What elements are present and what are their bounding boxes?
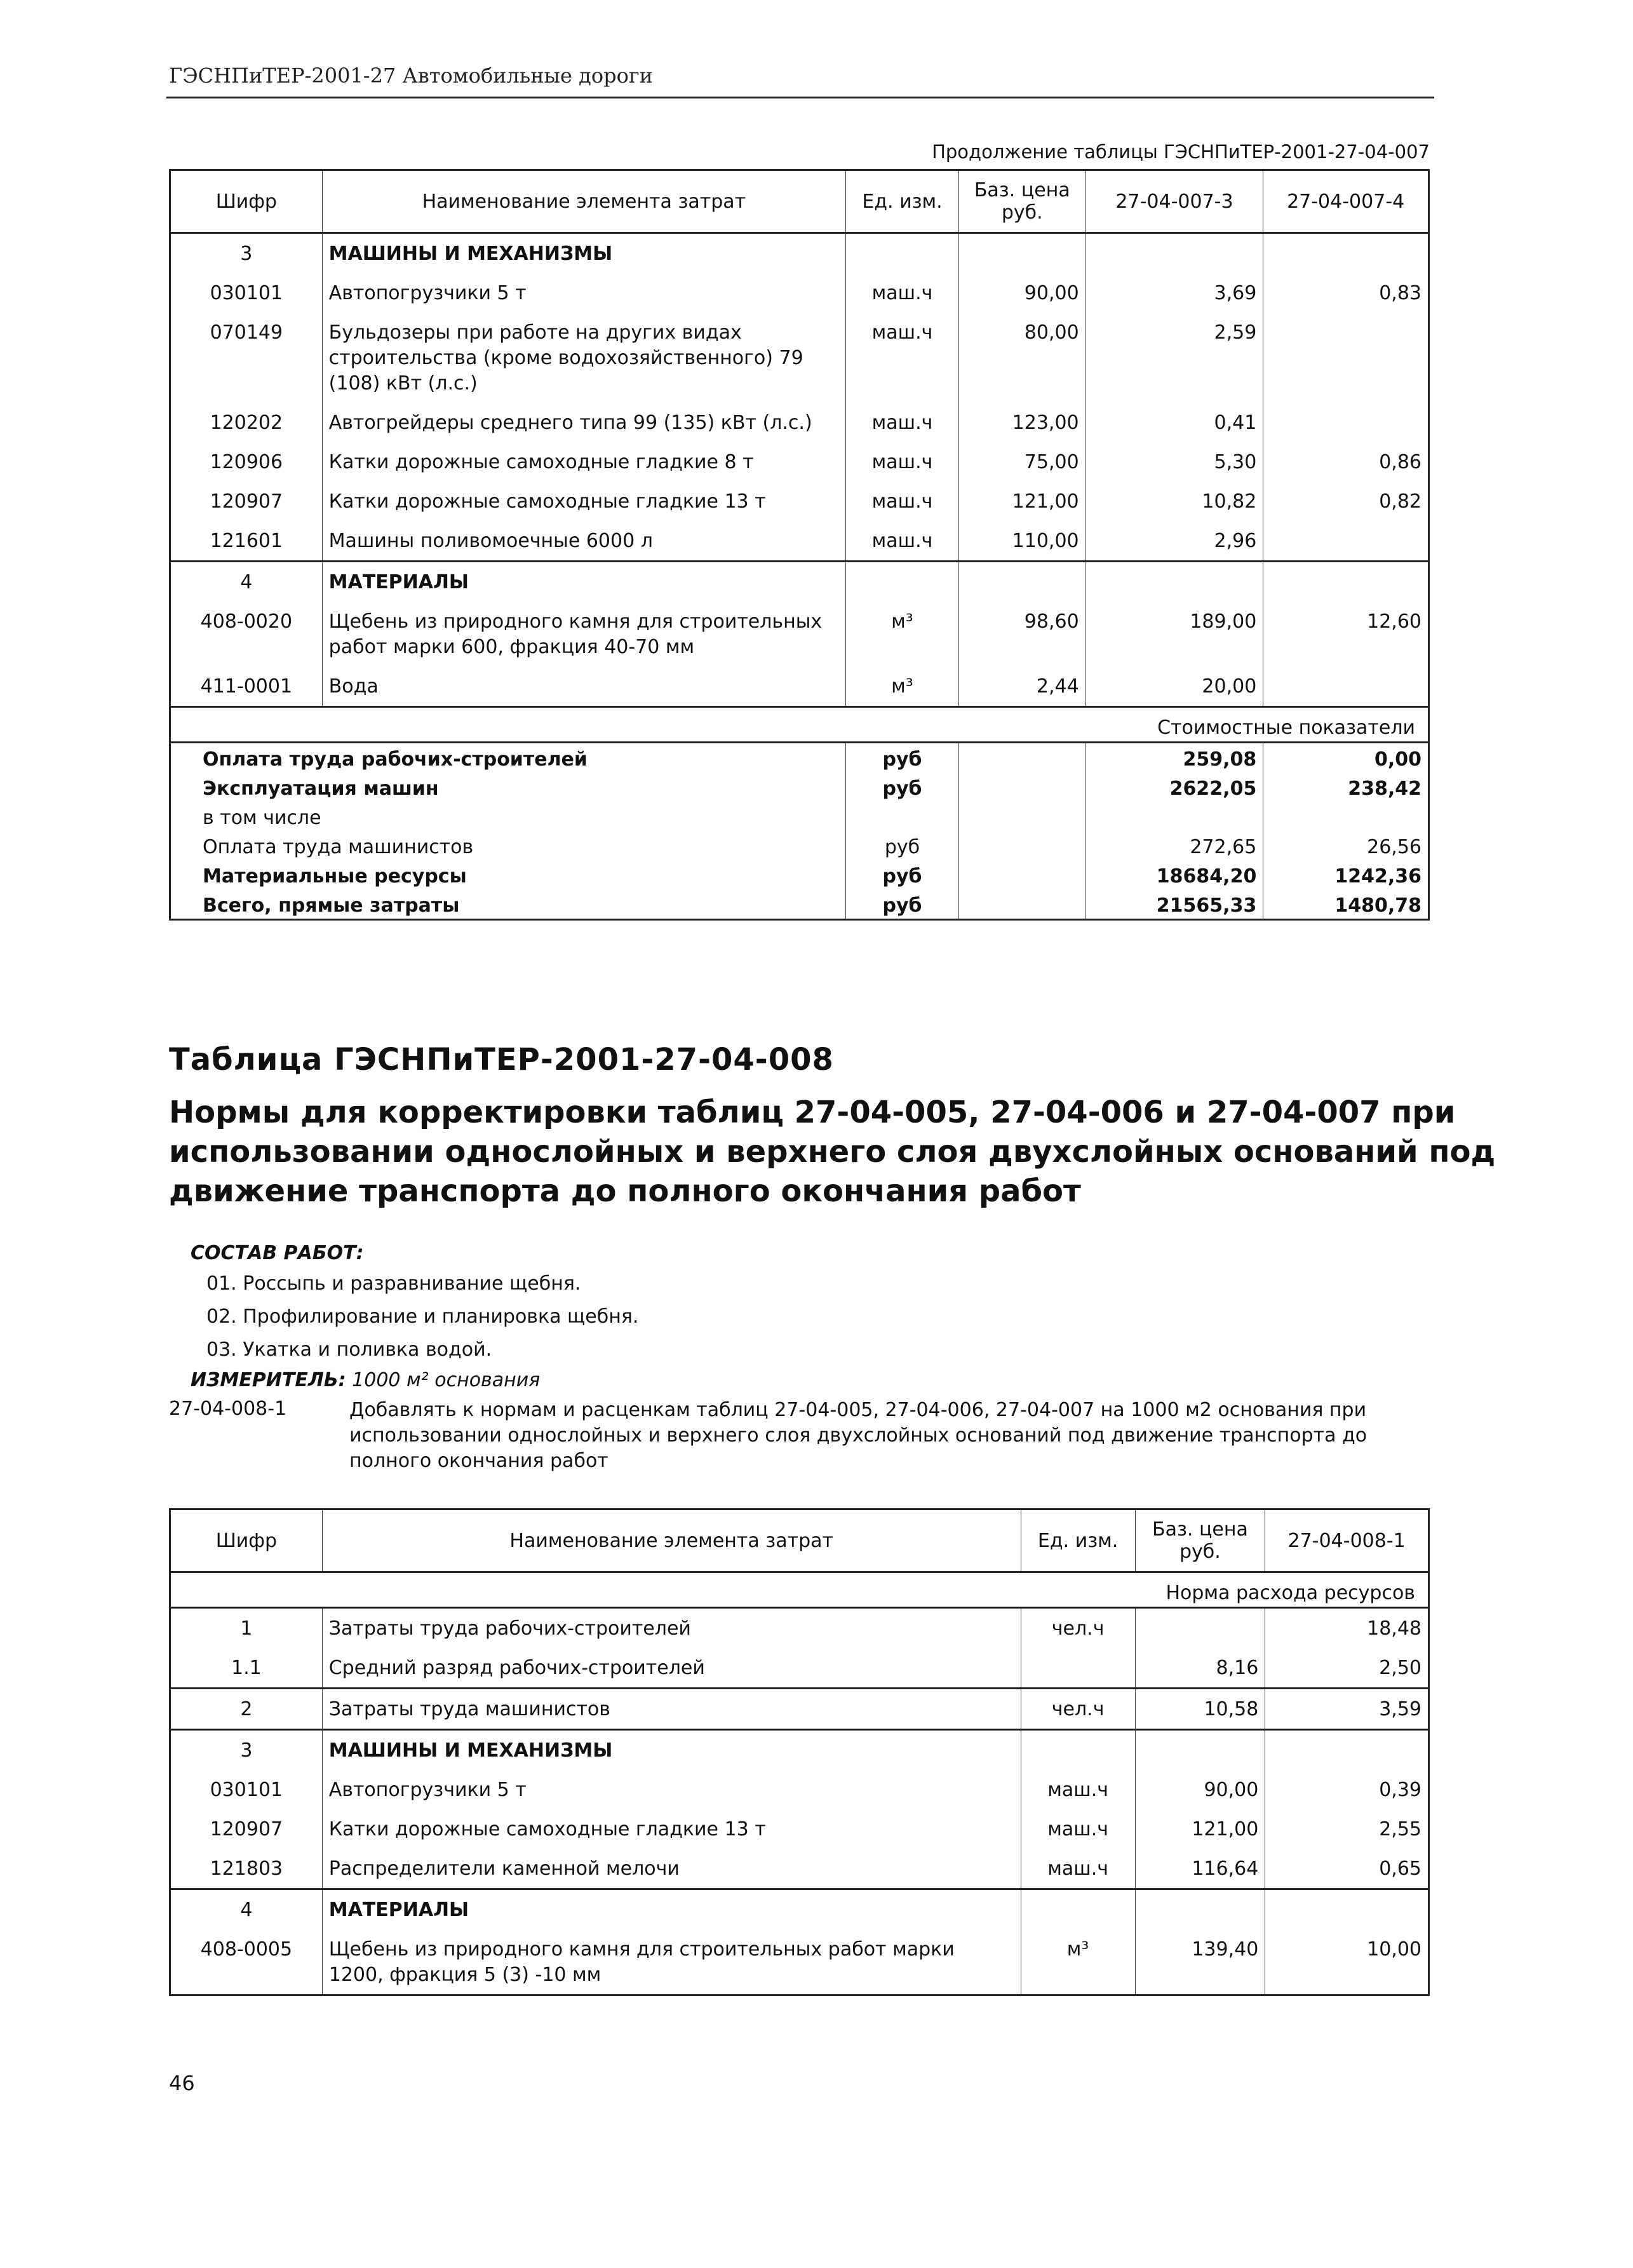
empty-cell: [1085, 233, 1263, 274]
table-row: [170, 482, 1429, 521]
summary-value-3: [1085, 802, 1263, 831]
summary-unit: руб: [846, 889, 959, 920]
empty-cell: [846, 562, 959, 602]
table-header-row: [170, 170, 1429, 233]
norm-value-3: 3,69: [1085, 273, 1263, 313]
norm-value-4: 0,83: [1263, 273, 1429, 313]
resource-code: 408-0005: [200, 1938, 293, 1961]
summary-value-3: 2622,05: [1085, 773, 1263, 802]
norm-value-1: 2,50: [1265, 1648, 1429, 1689]
resource-unit: маш.ч: [846, 273, 959, 313]
resource-code: 411-0001: [200, 675, 293, 698]
norm-value-4: 0,86: [1263, 442, 1429, 482]
col-header-price: Баз. цена руб.: [958, 170, 1085, 233]
table-row: [170, 313, 1429, 403]
measurement-value: 1000 м² основания: [352, 1369, 541, 1391]
header-rule: [166, 97, 1434, 98]
base-price: 139,40: [1135, 1929, 1265, 1995]
summary-row: [170, 802, 1429, 831]
empty-cell: [958, 831, 1085, 860]
norm-value-3: 189,00: [1085, 602, 1263, 666]
base-price: [1135, 1608, 1265, 1649]
measurement-unit: [191, 1369, 540, 1391]
summary-label: Оплата труда машинистов: [203, 836, 474, 858]
empty-cell: [958, 889, 1085, 920]
resource-name: Бульдозеры при работе на других видах строительства (кроме водохозяйственного) 79 (108) кВт (л.с.): [322, 313, 845, 403]
summary-unit: руб: [846, 860, 959, 889]
table-row: [170, 273, 1429, 313]
norm-value-4: [1263, 521, 1429, 562]
col-header-name: Наименование элемента затрат: [322, 170, 845, 233]
resource-unit: маш.ч: [1021, 1809, 1135, 1849]
table-continuation-label: Продолжение таблицы ГЭСНПиТЕР-2001-27-04-007: [932, 141, 1430, 163]
base-price: [1135, 1889, 1265, 1930]
base-price: 8,16: [1135, 1648, 1265, 1689]
summary-value-4: 238,42: [1263, 773, 1429, 802]
resource-name: Автогрейдеры среднего типа 99 (135) кВт (л.с.): [322, 403, 845, 442]
base-price: 10,58: [1135, 1689, 1265, 1730]
section-code: 4: [170, 562, 323, 602]
base-price: 80,00: [958, 313, 1085, 403]
work-item: 01. Россыпь и разравнивание щебня.: [206, 1272, 581, 1295]
resource-name: Щебень из природного камня для строительных работ марки 1200, фракция 5 (3) -10 мм: [322, 1929, 1021, 1995]
resource-code: 4: [170, 1889, 323, 1930]
resource-name: Автопогрузчики 5 т: [322, 273, 845, 313]
empty-cell: [958, 743, 1085, 773]
table-row: [170, 1889, 1429, 1930]
table-title: Таблица ГЭСНПиТЕР-2001-27-04-008: [169, 1042, 834, 1077]
norm-value-1: [1265, 1889, 1429, 1930]
empty-cell: [958, 860, 1085, 889]
empty-cell: [958, 233, 1085, 274]
norm-description: Добавлять к нормам и расценкам таблиц 27-04-005, 27-04-006, 27-04-007 на 1000 м2 основания при использовании однослойных и верхнего слоя двухслойных оснований под движение транспорта до полного окончания работ: [349, 1399, 1368, 1472]
summary-value-3: 259,08: [1085, 743, 1263, 773]
resource-code: 120906: [210, 451, 283, 473]
table-row: [170, 1809, 1429, 1849]
work-item: 02. Профилирование и планировка щебня.: [206, 1306, 639, 1328]
table-row: [170, 1770, 1429, 1809]
empty-cell: [958, 802, 1085, 831]
col-header-unit: Ед. изм.: [1021, 1509, 1135, 1572]
resource-code: 1: [240, 1617, 253, 1640]
resource-code: 1.1: [231, 1657, 262, 1679]
table-row: [170, 403, 1429, 442]
col-header-norm-3: 27-04-007-3: [1085, 170, 1263, 233]
section-header-row: [170, 233, 1429, 274]
norm-value-1: 0,39: [1265, 1770, 1429, 1809]
summary-row: [170, 889, 1429, 920]
table-row: [170, 1929, 1429, 1995]
resource-unit: м³: [846, 602, 959, 666]
resource-code: 030101: [210, 1779, 283, 1801]
table-row: [170, 1849, 1429, 1889]
resource-code: 3: [170, 1730, 323, 1771]
col-header-unit: Ед. изм.: [846, 170, 959, 233]
base-price: 90,00: [1135, 1770, 1265, 1809]
resource-name: Щебень из природного камня для строительных работ марки 600, фракция 40-70 мм: [322, 602, 845, 666]
norm-value-3: 20,00: [1085, 666, 1263, 707]
work-composition-label: СОСТАВ РАБОТ:: [191, 1242, 364, 1264]
base-price: 110,00: [958, 521, 1085, 562]
resource-unit: [1021, 1648, 1135, 1689]
empty-cell: [1263, 233, 1429, 274]
summary-value-4: 26,56: [1263, 831, 1429, 860]
norm-value-3: 0,41: [1085, 403, 1263, 442]
norm-code: 27-04-008-1: [169, 1398, 287, 1420]
table-header-row: [170, 1509, 1429, 1572]
resource-name: Катки дорожные самоходные гладкие 13 т: [322, 482, 845, 521]
table-subtitle: Нормы для корректировки таблиц 27-04-005, 27-04-006 и 27-04-007 при использовании однослойных и верхнего слоя двухслойных оснований под движение транспорта до полного окончания работ: [169, 1095, 1496, 1209]
resource-name: Затраты труда рабочих-строителей: [322, 1608, 1021, 1649]
summary-label: в том числе: [203, 807, 321, 829]
resource-unit: маш.ч: [846, 442, 959, 482]
col-header-norm-1: 27-04-008-1: [1265, 1509, 1429, 1572]
table-row: [170, 1608, 1429, 1649]
cost-caption: Стоимостные показатели: [170, 707, 1429, 743]
empty-cell: [846, 233, 959, 274]
summary-label: Материальные ресурсы: [203, 865, 467, 888]
col-header-code: Шифр: [170, 1509, 323, 1572]
summary-unit: руб: [846, 831, 959, 860]
resource-unit: [1021, 1889, 1135, 1930]
resource-unit: м³: [846, 666, 959, 707]
norm-value-1: 2,55: [1265, 1809, 1429, 1849]
resource-code: 121803: [210, 1858, 283, 1880]
col-header-price: Баз. цена руб.: [1135, 1509, 1265, 1572]
table-body: [170, 1572, 1429, 1995]
base-price: 2,44: [958, 666, 1085, 707]
summary-row: [170, 743, 1429, 773]
summary-row: [170, 831, 1429, 860]
base-price: 121,00: [958, 482, 1085, 521]
norm-value-1: 18,48: [1265, 1608, 1429, 1649]
empty-cell: [958, 773, 1085, 802]
resource-name: Катки дорожные самоходные гладкие 8 т: [322, 442, 845, 482]
summary-unit: [846, 802, 959, 831]
summary-row: [170, 860, 1429, 889]
resource-code: 121601: [210, 530, 283, 552]
resource-unit: [1021, 1730, 1135, 1771]
table-row: [170, 442, 1429, 482]
section-title: МАТЕРИАЛЫ: [322, 562, 845, 602]
resource-unit: маш.ч: [846, 521, 959, 562]
summary-label: Всего, прямые затраты: [203, 894, 460, 917]
norm-value-3: 2,96: [1085, 521, 1263, 562]
summary-value-3: 272,65: [1085, 831, 1263, 860]
page-number: 46: [169, 2071, 195, 2095]
norm-value-1: 0,65: [1265, 1849, 1429, 1889]
summary-value-4: 0,00: [1263, 743, 1429, 773]
resource-unit: м³: [1021, 1929, 1135, 1995]
norm-value-4: 0,82: [1263, 482, 1429, 521]
norm-value-4: [1263, 403, 1429, 442]
table-row: [170, 602, 1429, 666]
norm-value-1: 10,00: [1265, 1929, 1429, 1995]
norm-value-4: [1263, 313, 1429, 403]
col-header-code: Шифр: [170, 170, 323, 233]
resource-table-27-04-008: [169, 1508, 1430, 1996]
resource-name: МАТЕРИАЛЫ: [322, 1889, 1021, 1930]
resource-unit: маш.ч: [846, 403, 959, 442]
table-row: [170, 666, 1429, 707]
norm-value-1: [1265, 1730, 1429, 1771]
table-row: [170, 1648, 1429, 1689]
section-code: 3: [240, 243, 253, 265]
resource-code: 120907: [210, 1818, 283, 1840]
norm-value-3: 2,59: [1085, 313, 1263, 403]
col-header-name: Наименование элемента затрат: [322, 1509, 1021, 1572]
resource-unit: маш.ч: [846, 313, 959, 403]
summary-value-3: 21565,33: [1085, 889, 1263, 920]
resource-name: Затраты труда машинистов: [322, 1689, 1021, 1730]
resource-name: Средний разряд рабочих-строителей: [322, 1648, 1021, 1689]
summary-label: Оплата труда рабочих-строителей: [203, 748, 588, 771]
resource-unit: маш.ч: [1021, 1770, 1135, 1809]
summary-unit: руб: [846, 743, 959, 773]
base-price: 90,00: [958, 273, 1085, 313]
summary-value-3: 18684,20: [1085, 860, 1263, 889]
resource-unit: чел.ч: [1021, 1689, 1135, 1730]
summary-value-4: 1480,78: [1263, 889, 1429, 920]
base-price: 123,00: [958, 403, 1085, 442]
resource-code: 120907: [210, 490, 283, 513]
base-price: 98,60: [958, 602, 1085, 666]
norm-value-3: 10,82: [1085, 482, 1263, 521]
resource-code: 408-0020: [200, 611, 293, 633]
base-price: 121,00: [1135, 1809, 1265, 1849]
norm-caption-row: [170, 1572, 1429, 1608]
norm-value-4: [1263, 666, 1429, 707]
base-price: [1135, 1730, 1265, 1771]
resource-code: 030101: [210, 282, 283, 304]
resource-name: Машины поливомоечные 6000 л: [322, 521, 845, 562]
empty-cell: [1263, 562, 1429, 602]
resource-code: 2: [170, 1689, 323, 1730]
summary-value-4: 1242,36: [1263, 860, 1429, 889]
resource-name: Распределители каменной мелочи: [322, 1849, 1021, 1889]
norm-value-1: 3,59: [1265, 1689, 1429, 1730]
table-row: [170, 1730, 1429, 1771]
table-row: [170, 521, 1429, 562]
resource-unit: маш.ч: [1021, 1849, 1135, 1889]
base-price: 75,00: [958, 442, 1085, 482]
running-header: ГЭСНПиТЕР-2001-27 Автомобильные дороги: [169, 64, 653, 88]
resource-code: 070149: [210, 321, 283, 344]
empty-cell: [958, 562, 1085, 602]
norm-value-3: 5,30: [1085, 442, 1263, 482]
base-price: 116,64: [1135, 1849, 1265, 1889]
cost-caption-row: [170, 707, 1429, 743]
section-title: МАШИНЫ И МЕХАНИЗМЫ: [322, 233, 845, 274]
summary-unit: руб: [846, 773, 959, 802]
norm-caption: Норма расхода ресурсов: [170, 1572, 1429, 1608]
table-body: [170, 233, 1429, 920]
summary-row: [170, 773, 1429, 802]
summary-value-4: [1263, 802, 1429, 831]
measurement-label: ИЗМЕРИТЕЛЬ:: [191, 1369, 346, 1391]
table-row: [170, 1689, 1429, 1730]
resource-name: Автопогрузчики 5 т: [322, 1770, 1021, 1809]
norm-value-4: 12,60: [1263, 602, 1429, 666]
section-header-row: [170, 562, 1429, 602]
resource-unit: маш.ч: [846, 482, 959, 521]
resource-code: 120202: [210, 412, 283, 434]
resource-name: Вода: [322, 666, 845, 707]
empty-cell: [1085, 562, 1263, 602]
col-header-norm-4: 27-04-007-4: [1263, 170, 1429, 233]
resource-table-27-04-007: [169, 169, 1430, 921]
work-item: 03. Укатка и поливка водой.: [206, 1339, 492, 1361]
resource-unit: чел.ч: [1021, 1608, 1135, 1649]
summary-label: Эксплуатация машин: [203, 778, 439, 800]
resource-name: МАШИНЫ И МЕХАНИЗМЫ: [322, 1730, 1021, 1771]
resource-name: Катки дорожные самоходные гладкие 13 т: [322, 1809, 1021, 1849]
